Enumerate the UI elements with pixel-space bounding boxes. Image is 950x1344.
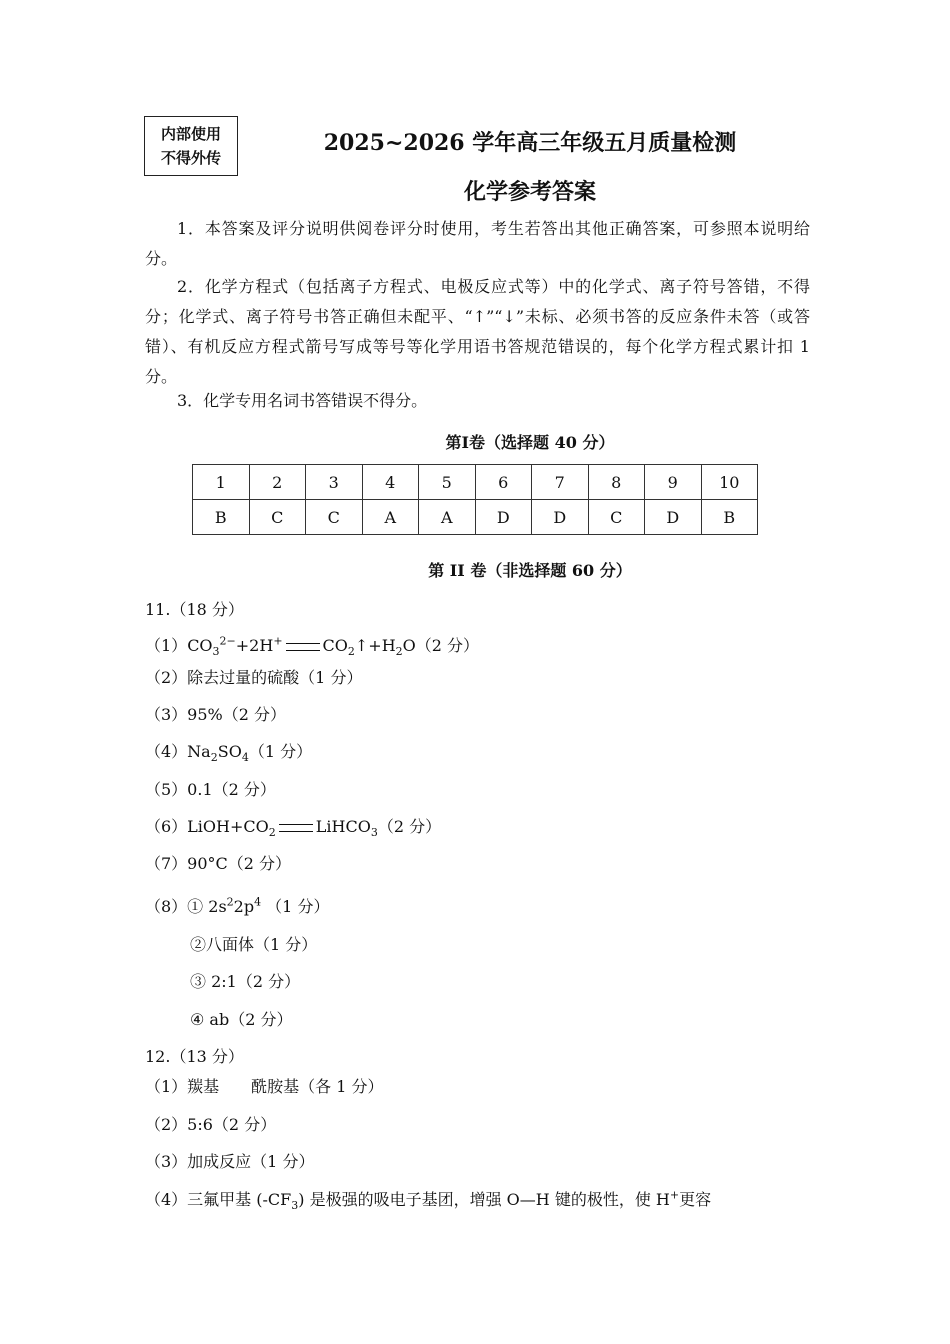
part2-title: 第 II 卷（非选择题 60 分） xyxy=(428,561,632,580)
q11-answer-8-3: ③ 2:1（2 分） xyxy=(190,972,301,991)
page-subtitle: 化学参考答案 xyxy=(463,179,596,205)
question-number: 7 xyxy=(532,465,589,500)
answer-cell: D xyxy=(532,500,589,535)
question-number: 10 xyxy=(701,465,758,500)
question-number: 6 xyxy=(475,465,532,500)
question-number: 5 xyxy=(419,465,476,500)
note-2: 2．化学方程式（包括离子方程式、电极反应式等）中的化学式、离子符号答错，不得分；化学式、离子符号书答正确但未配平、“↑”“↓”未标、必须书答的反应条件未答（或答错）、有机反应方程式箭号写成等号等化学用语书答规范错误的，每个化学方程式累计扣 1 分。 xyxy=(145,277,810,386)
q11-answer-7: （7）90°C（2 分） xyxy=(145,854,292,873)
question-number: 2 xyxy=(249,465,306,500)
q11-answer-3: （3）95%（2 分） xyxy=(145,705,287,724)
q11-answer-8-2: ②八面体（1 分） xyxy=(190,935,318,954)
answer-cell: D xyxy=(475,500,532,535)
q12-answer-2: （2）5:6（2 分） xyxy=(145,1115,277,1134)
question-number: 8 xyxy=(588,465,645,500)
note-3: 3．化学专用名词书答错误不得分。 xyxy=(177,391,428,410)
equals-sign-icon xyxy=(286,643,320,651)
internal-use-stamp xyxy=(144,116,238,176)
part1-title: 第I卷（选择题 40 分） xyxy=(445,433,615,452)
table-row-answers xyxy=(193,500,758,535)
equals-sign-icon xyxy=(279,824,313,832)
answer-cell: C xyxy=(588,500,645,535)
question-number: 9 xyxy=(645,465,702,500)
answer-cell: D xyxy=(645,500,702,535)
q11-answer-5: （5）0.1（2 分） xyxy=(145,780,276,799)
q11-answer-6: $(6)LiOH+CO_2$ LiHCO$_3$（2 分） xyxy=(145,817,442,840)
q11-answer-8: （8）① $2s^22p^4$ （1 分） xyxy=(145,895,330,916)
answer-cell: B xyxy=(193,500,250,535)
stamp-line-1: 内部使用 xyxy=(160,125,221,143)
answer-cell: B xyxy=(701,500,758,535)
stamp-line-2: 不得外传 xyxy=(160,149,221,167)
q11-answer-8-4: ④ ab（2 分） xyxy=(190,1010,293,1029)
note-1: 1．本答案及评分说明供阅卷评分时使用，考生若答出其他正确答案，可参照本说明给分。 xyxy=(145,219,810,268)
q12-answer-1: （1）羰基 酰胺基（各 1 分） xyxy=(145,1077,384,1096)
q11-heading: 11.（18 分） xyxy=(145,600,244,619)
question-number: 3 xyxy=(306,465,363,500)
answer-cell: A xyxy=(362,500,419,535)
question-number: 4 xyxy=(362,465,419,500)
answer-table xyxy=(192,464,758,535)
q11-answer-2: （2）除去过量的硫酸（1 分） xyxy=(145,668,363,687)
answer-cell: C xyxy=(306,500,363,535)
q12-heading: 12.（13 分） xyxy=(145,1047,244,1066)
q12-answer-4: （4）三氟甲基 $(-CF_3)$ 是极强的吸电子基团，增强 O—H 键的极性，使 H+更容 xyxy=(145,1188,712,1213)
q12-answer-3: （3）加成反应（1 分） xyxy=(145,1152,315,1171)
answer-cell: A xyxy=(419,500,476,535)
answer-cell: C xyxy=(249,500,306,535)
q11-answer-4: $(4)Na_2SO_4(1$ 分） xyxy=(145,742,313,765)
page-title: 2025~2026 学年高三年级五月质量检测 xyxy=(323,130,737,156)
q11-answer-1: $(1)CO_3^{2-}+2H^+$ $CO_2↑+H_2O(2$ 分） xyxy=(145,634,480,659)
table-row-numbers xyxy=(193,465,758,500)
question-number: 1 xyxy=(193,465,250,500)
